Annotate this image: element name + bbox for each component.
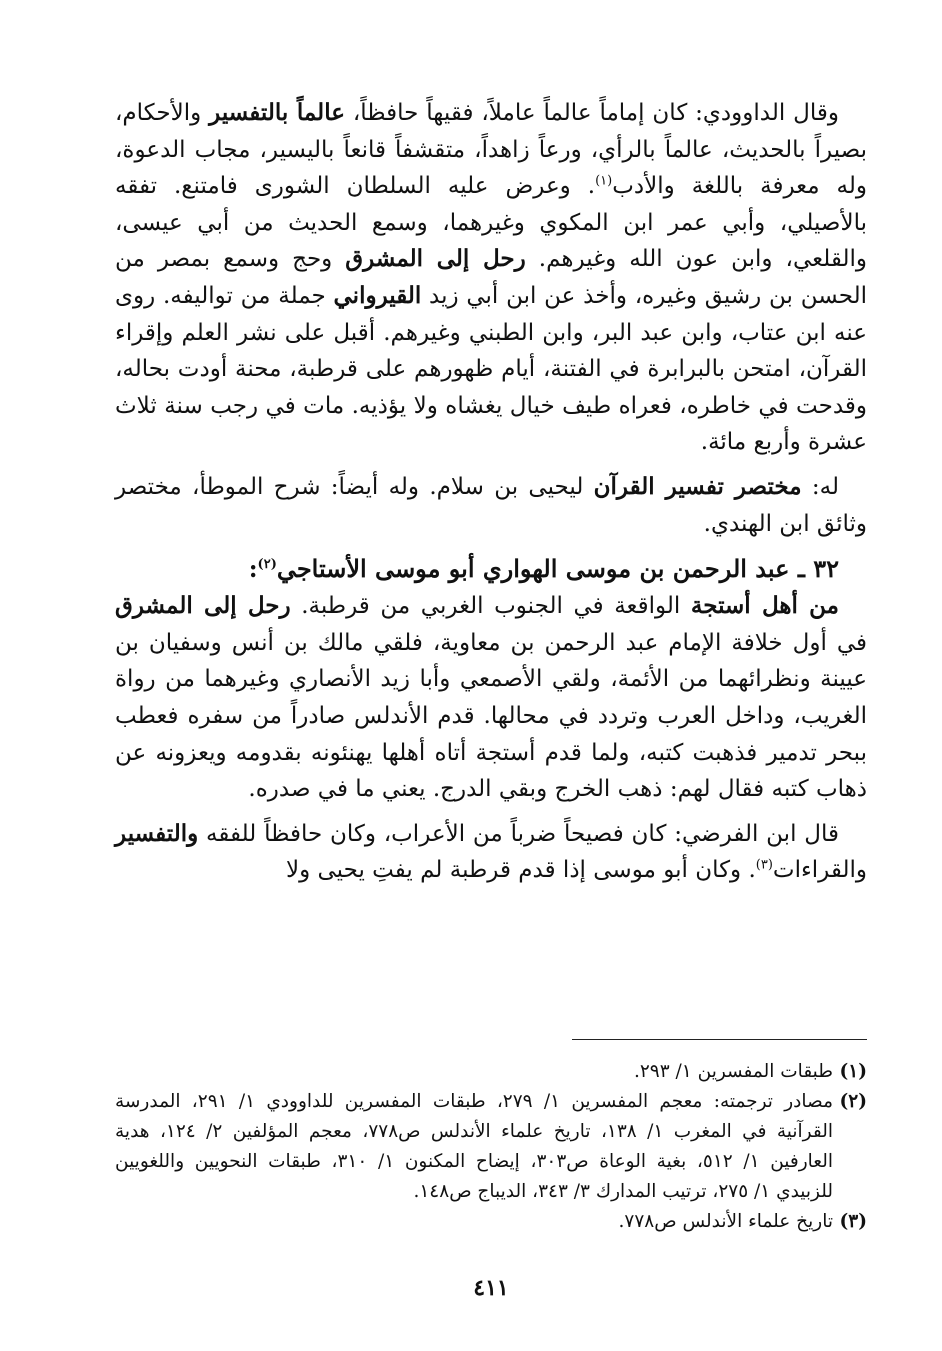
text-run: الواقعة في الجنوب الغربي من قرطبة.: [290, 593, 691, 620]
bold-phrase: والتفسير: [115, 819, 199, 847]
text-run: وحج وسمع بمصر من الحسن بن رشيق وغيره، وأخذ عن ابن أبي زيد: [115, 246, 867, 309]
footnote-number: (٣): [839, 1211, 867, 1232]
footnote-separator: [572, 1039, 867, 1040]
bold-phrase: رحل إلى المشرق: [115, 592, 291, 620]
footnote-ref-1[interactable]: (١): [595, 173, 613, 189]
bold-phrase: رحل إلى المشرق: [345, 245, 526, 273]
footnotes: [115, 1057, 867, 1237]
text-run: . وكان أبو موسى إذا قدم قرطبة لم يفتِ يحيى ولا: [285, 857, 756, 884]
entry-name: عبد الرحمن بن موسى الهواري أبو موسى الأستاجي: [276, 554, 798, 584]
footnote-text: مصادر ترجمته: معجم المفسرين ١/ ٢٧٩، طبقات المفسرين للداوودي ١/ ٢٩١، المدرسة القرآنية في المغرب ١/ ١٣٨، تاريخ علماء الأندلس ص٧٧٨، معجم المؤلفين ٢/ ١٢٤، هدية العارفين ١/ ٥١٢، بغية الوعاة ص٣٠٣، إيضاح المكنون ١/ ٣١٠، طبقات النحويين واللغويين للزبيدي ١/ ٢٧٥، ترتيب المدارك ٣/ ٣٤٣، الديباج ص١٤٨.: [115, 1091, 833, 1202]
entry-32-paragraph-1: [115, 588, 867, 808]
book-page: [115, 95, 867, 1325]
entry-31-paragraph-2: [115, 469, 867, 542]
footnote-number: (٢): [839, 1091, 867, 1112]
text-run: قال ابن الفرضي: كان فصيحاً ضرباً من الأعراب، وكان حافظاً للفقه: [198, 820, 839, 847]
footnote-1: [115, 1057, 867, 1087]
footnote-text: طبقات المفسرين ١/ ٢٩٣.: [633, 1061, 833, 1082]
footnote-2: [115, 1087, 867, 1207]
footnote-3: [115, 1207, 867, 1237]
text-run: . وعرض عليه السلطان الشورى فامتنع. تفقه بالأصيلي، وأبي عمر ابن المكوي وغيرهما، وسمع الحديث من أبي عيسى، والقلعي، وابن عون الله وغيرهم.: [115, 173, 867, 273]
footnote-number: (١): [839, 1061, 867, 1082]
entry-number: ٣٢ ـ: [797, 554, 839, 584]
text-run: في أول خلافة الإمام عبد الرحمن بن معاوية، فلقي مالك بن أنس وسفيان بن عيينة ونظرائهما من الأئمة، ولقي الأصمعي وأبا زيد الأنصاري وغيرهما من رواة الغريب، وداخل العرب وتردد في محالها. قدم الأندلس صادراً من سفره فعطب ببحر تدمير فذهبت كتبه، ولما قدم أستجة أتاه أهلها يهنئونه بقدومه ويعزونه عن ذهاب كتبه فقال لهم: ذهب الخرج وبقي الدرج. يعني ما في صدره.: [115, 629, 867, 803]
text-run: والقراءات: [772, 857, 867, 884]
footnote-text: تاريخ علماء الأندلس ص٧٧٨.: [618, 1211, 833, 1232]
text-run: جملة من تواليفه. روى عنه ابن عتاب، وابن عبد البر، وابن الطبني وغيرهم. أقبل على نشر العلم وإقراء القرآن، امتحن بالبرابرة في الفتنة، أيام ظهورهم على قرطبة، محنة أودت بحاله، وقدحت في خاطره، فعراه طيف خيال يغشاه ولا يؤذيه. مات في رجب سنة ثلاث عشرة وأربع مائة.: [115, 282, 867, 456]
footnote-ref-3[interactable]: (٣): [755, 857, 773, 873]
page-number: ٤١١: [473, 1275, 509, 1301]
text-run: له:: [801, 473, 840, 500]
entry-32-heading: [115, 550, 867, 588]
bold-phrase: أستجة: [690, 592, 751, 620]
bold-phrase: عالماً بالتفسير: [209, 99, 345, 126]
bold-phrase: مختصر تفسير القرآن: [593, 472, 802, 500]
footnote-ref-2[interactable]: (٢): [257, 557, 277, 573]
entry-32-paragraph-2: [115, 816, 867, 889]
main-text: [115, 95, 867, 889]
text-run: والأحكام، بصيراً بالحديث، عالماً بالرأي، ورعاً زاهداً، متقشفاً قانعاً باليسير، مجاب الدعوة، وله معرفة باللغة والأدب: [115, 100, 867, 200]
bold-phrase: من أهل: [750, 592, 840, 620]
bold-phrase: القيرواني: [333, 281, 422, 309]
text-run: ليحيى بن سلام. وله أيضاً: شرح الموطأ، مختصر وثائق ابن الهندي.: [115, 473, 867, 537]
entry-31-paragraph-1: [115, 95, 867, 461]
text-run: وقال الداوودي: كان إماماً عالماً عاملاً، فقيهاً حافظاً،: [344, 100, 839, 126]
heading-colon: :: [248, 554, 258, 584]
